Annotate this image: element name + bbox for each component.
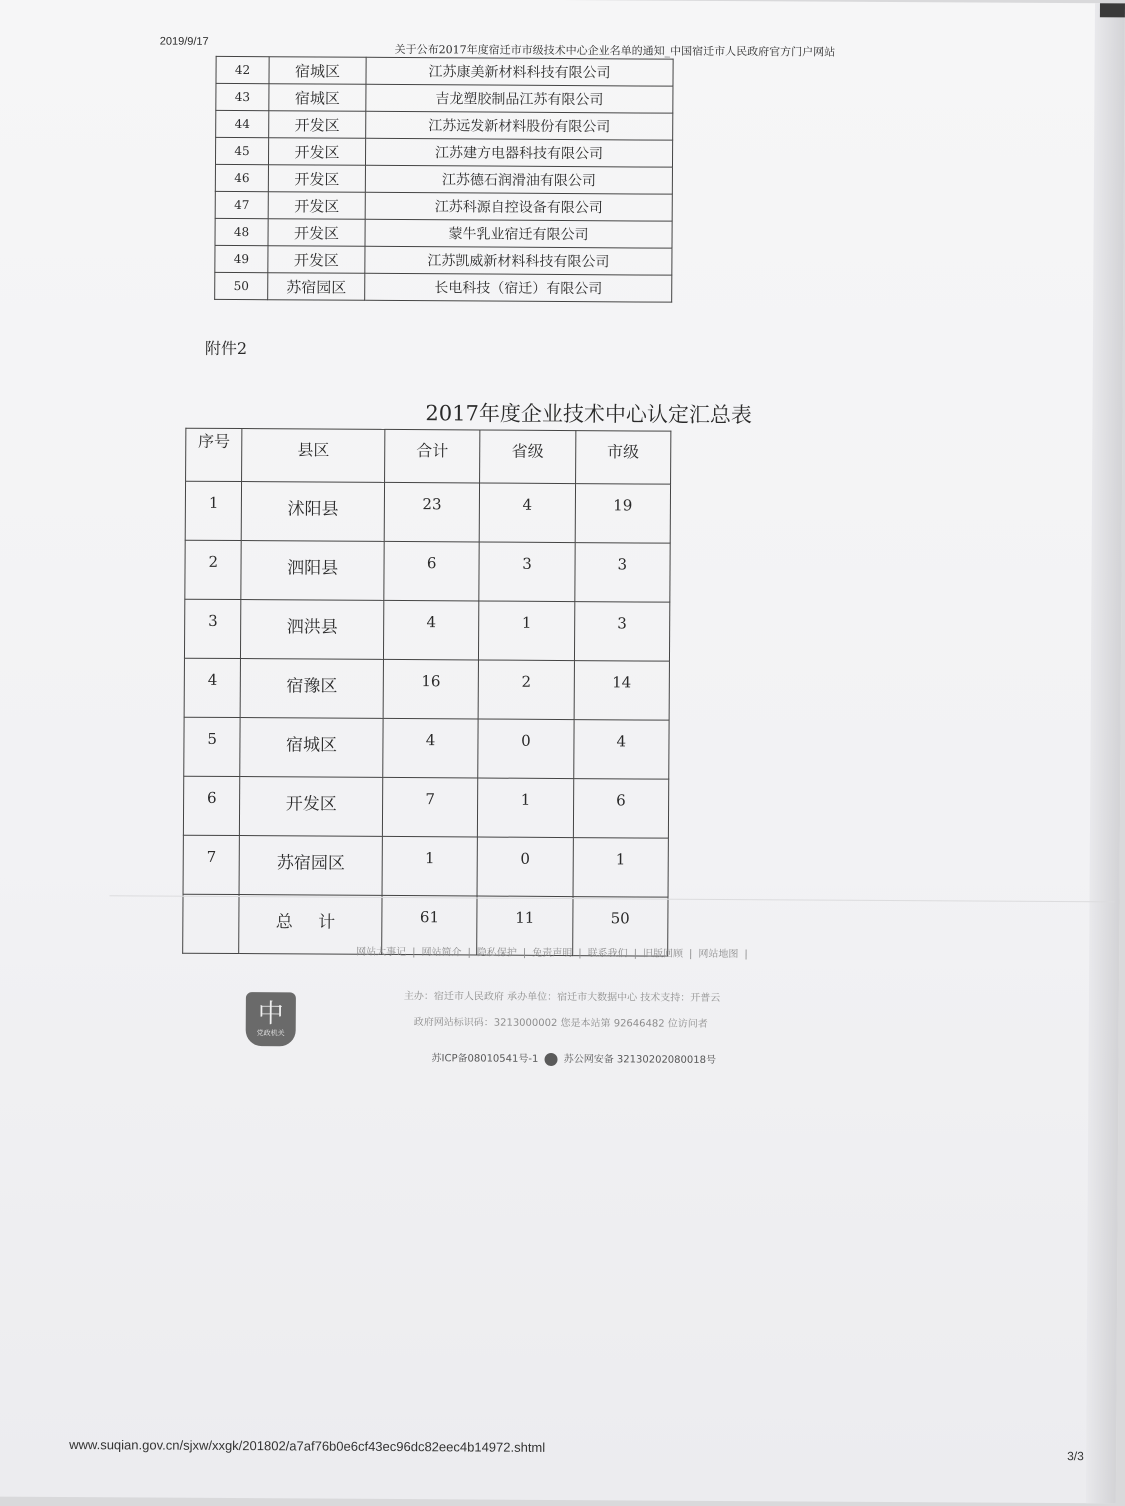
print-page-number: 3/3 [1067, 1449, 1084, 1464]
print-date: 2019/9/17 [159, 35, 209, 48]
row-district: 开发区 [268, 138, 365, 166]
summary-total-blank [183, 894, 240, 953]
summary-total-municipal: 50 [572, 897, 668, 957]
summary-row-provincial: 1 [479, 601, 575, 661]
row-district: 开发区 [268, 192, 365, 220]
row-district: 宿城区 [269, 57, 366, 85]
row-district: 开发区 [268, 165, 365, 193]
row-district: 开发区 [268, 246, 365, 274]
summary-row-provincial: 3 [479, 542, 575, 602]
icp-link[interactable]: 苏ICP备08010541号-1 [431, 1053, 539, 1065]
header-provincial: 省级 [480, 430, 576, 484]
row-company: 江苏科源自控设备有限公司 [365, 192, 672, 221]
summary-total-provincial: 11 [477, 896, 573, 956]
header-district: 县区 [242, 429, 385, 483]
company-list-table [214, 56, 673, 303]
summary-total-label: 总 计 [239, 895, 382, 955]
row-district: 宿城区 [269, 84, 366, 112]
table-row [184, 717, 669, 779]
summary-row-municipal: 3 [574, 602, 670, 662]
row-district: 苏宿园区 [268, 273, 365, 301]
summary-row-total: 23 [384, 482, 480, 542]
summary-table-title: 2017年度企业技术中心认定汇总表 [425, 401, 752, 428]
government-badge-icon[interactable] [246, 992, 296, 1046]
table-row [216, 56, 673, 86]
footer-link-separator: | [412, 947, 416, 959]
summary-row-no: 6 [183, 776, 240, 835]
row-number: 48 [215, 218, 268, 245]
footer-link[interactable]: 网站大事记 [356, 946, 407, 959]
row-number: 50 [215, 272, 268, 299]
header-municipal: 市级 [575, 431, 671, 485]
summary-row-district: 宿城区 [240, 718, 383, 778]
summary-row-provincial: 1 [478, 778, 574, 838]
row-district: 开发区 [269, 111, 366, 139]
footer-ident-line: 政府网站标识码：3213000002 您是本站第 92646482 位访问者 [413, 1017, 708, 1030]
row-company: 江苏建方电器科技有限公司 [365, 138, 672, 167]
summary-row-municipal: 14 [574, 661, 670, 721]
header-no: 序号 [186, 428, 243, 481]
police-link[interactable]: 苏公网安备 32130202080018号 [563, 1054, 717, 1066]
summary-table [182, 428, 671, 960]
row-company: 吉龙塑胶制品江苏有限公司 [366, 84, 673, 113]
background-corner [1100, 3, 1125, 17]
badge-label: 党政机关 [256, 1029, 285, 1038]
footer-link-separator: | [522, 947, 527, 959]
table-row [185, 540, 670, 602]
summary-row-district: 泗洪县 [241, 600, 384, 660]
table-row [215, 164, 672, 194]
row-company: 江苏凯威新材料科技有限公司 [365, 246, 672, 275]
summary-row-total: 4 [383, 718, 479, 778]
summary-row-municipal: 19 [575, 484, 671, 544]
summary-row-total: 1 [382, 836, 478, 896]
attachment-label: 附件2 [204, 338, 248, 359]
footer-link[interactable]: 隐私保护 [476, 947, 517, 959]
footer-link-separator: | [689, 948, 693, 960]
summary-row-total: 7 [382, 777, 478, 837]
row-company: 蒙牛乳业宿迁有限公司 [365, 219, 672, 248]
page-edge [1086, 3, 1125, 1503]
row-number: 45 [215, 137, 268, 164]
summary-row-municipal: 1 [573, 838, 669, 898]
summary-row-district: 泗阳县 [241, 541, 384, 601]
summary-row-district: 苏宿园区 [239, 836, 382, 896]
summary-row-district: 沭阳县 [242, 482, 385, 542]
footer-link[interactable]: 网站简介 [421, 947, 462, 959]
summary-row-district: 宿豫区 [241, 659, 384, 719]
row-company: 江苏远发新材料股份有限公司 [366, 111, 673, 140]
table-row [215, 218, 672, 248]
summary-row-provincial: 4 [479, 483, 575, 543]
row-company: 长电科技（宿迁）有限公司 [365, 273, 672, 302]
footer-registration [431, 1049, 1125, 1071]
table-row [215, 137, 672, 167]
row-number: 49 [215, 245, 268, 272]
table-row [185, 481, 670, 543]
row-company: 江苏康美新材料科技有限公司 [366, 57, 673, 86]
footer-link-separator: | [578, 948, 582, 960]
row-number: 46 [215, 164, 268, 191]
row-number: 47 [215, 191, 268, 218]
summary-row-total: 4 [383, 600, 479, 660]
summary-row-no: 5 [184, 717, 241, 776]
print-url: www.suqian.gov.cn/sjxw/xxgk/201802/a7af76b0e6cf43ec96dc82eec4b14972.shtml [69, 1437, 546, 1455]
footer-link-separator: | [744, 949, 748, 961]
summary-row-no: 7 [183, 835, 240, 894]
table-row [184, 599, 669, 661]
summary-row-district: 开发区 [240, 777, 383, 837]
summary-row-municipal: 6 [573, 779, 669, 839]
row-number: 43 [216, 83, 269, 110]
table-row [215, 191, 672, 221]
summary-row-no: 3 [184, 599, 241, 658]
table-row [216, 83, 673, 113]
summary-row-provincial: 0 [477, 837, 573, 897]
police-badge-icon [545, 1052, 558, 1065]
badge-glyph: 中 [257, 999, 284, 1030]
footer-link[interactable]: 网站地图 [698, 948, 739, 961]
summary-row-municipal: 3 [574, 543, 670, 603]
table-row [184, 658, 669, 720]
table-row [215, 245, 672, 275]
summary-total-total: 61 [382, 895, 478, 955]
footer-link-separator: | [633, 948, 638, 960]
summary-row-provincial: 0 [478, 719, 574, 779]
table-row [183, 835, 668, 897]
footer-link[interactable]: 免责声明 [532, 947, 573, 960]
footer-link-separator: | [467, 947, 471, 959]
table-row [216, 110, 673, 140]
summary-header-row [186, 428, 671, 484]
summary-row-provincial: 2 [478, 660, 574, 720]
footer-links [356, 943, 1125, 965]
summary-row-no: 4 [184, 658, 241, 717]
row-number: 44 [216, 110, 269, 137]
summary-row-no: 1 [185, 481, 242, 540]
footer-link[interactable]: 旧版回顾 [643, 948, 684, 960]
row-company: 江苏德石润滑油有限公司 [365, 165, 672, 194]
summary-row-total: 6 [384, 541, 480, 601]
summary-row-no: 2 [185, 540, 242, 599]
summary-row-municipal: 4 [573, 720, 669, 780]
table-row [183, 776, 668, 838]
row-district: 开发区 [268, 219, 365, 247]
header-total: 合计 [384, 429, 480, 483]
footer-link[interactable]: 联系我们 [587, 948, 628, 960]
summary-row-total: 16 [383, 659, 479, 719]
footer-host-line: 主办：宿迁市人民政府 承办单位：宿迁市大数据中心 技术支持：开普云 [403, 991, 721, 1004]
print-page-title: 关于公布2017年度宿迁市市级技术中心企业名单的通知_中国宿迁市人民政府官方门户网站 [394, 42, 836, 59]
table-row [215, 272, 672, 302]
row-number: 42 [216, 56, 269, 83]
